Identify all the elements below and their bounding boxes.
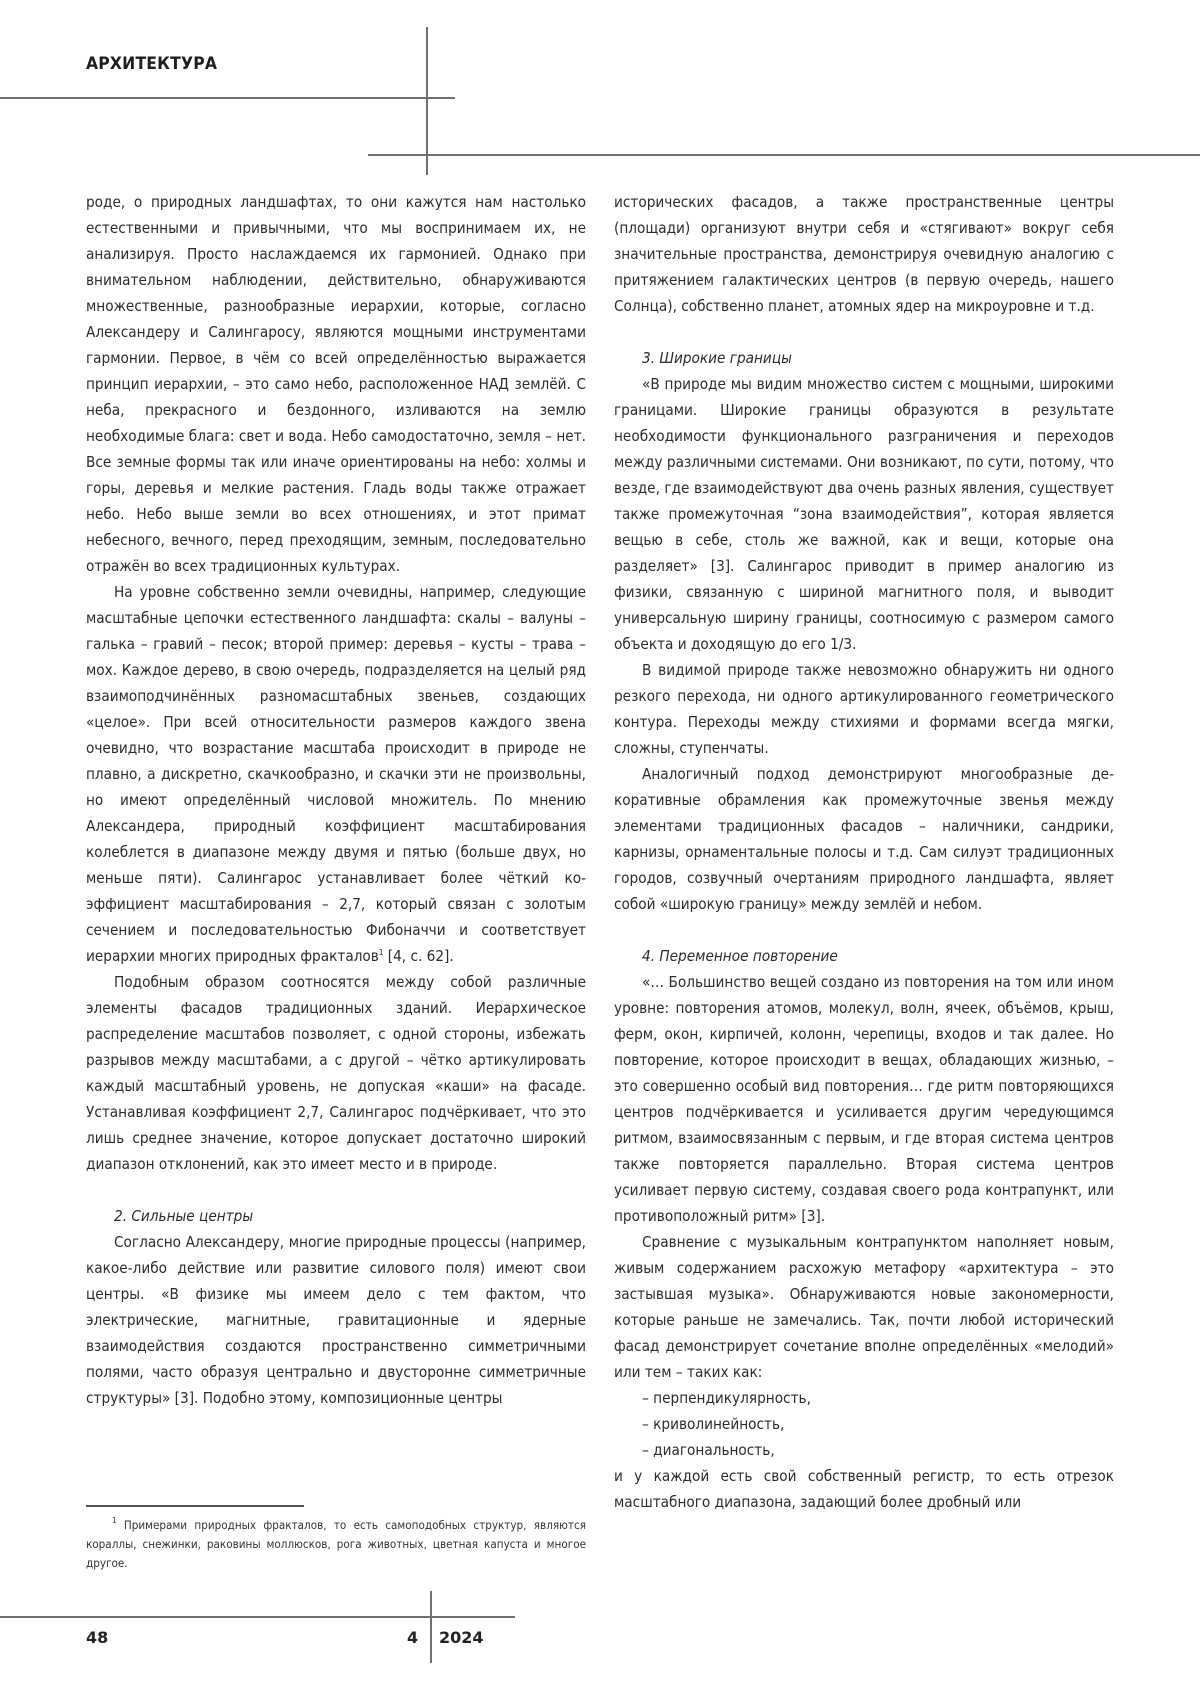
paragraph: Аналогичный подход демонстрируют многообразные декоративные обрамления как промежуточные звенья между элементами традиционных фасадов – наличники, сандрики, карнизы, орнаментальные полосы и т.д. Сам силуэт традиционных городов, созвучный очертаниям природного ландшафта, являет собой «широкую границу» между землёй и небом.: [614, 765, 1114, 913]
header-rule-secondary: [368, 154, 1200, 156]
subheading: 4. Переменное повторение: [642, 947, 838, 965]
subheading: 2. Сильные центры: [114, 1207, 254, 1225]
list-item: – криволинейность,: [642, 1415, 785, 1433]
footnote-number: 1: [112, 1516, 117, 1525]
subheading: 3. Широкие границы: [642, 349, 792, 367]
paragraph: «В природе мы видим множество систем с мощными, широкими границами. Широкие границы образуются в результате необходимости функционального разграничения и переходов между различными системами. Они возникают, по сути, потому, что везде, где взаимодействуют два очень разных явления, существует также промежуточная “зона взаимодействия”, которая является вещью в себе, столь же важной, как и вещи, которые она разделяет» [3]. Салингарос приводит в пример аналогию из физики, связанную с шириной магнитного поля, и выводит универсальную ширину границы, соотносимую с размером самого объекта и доходящую до его 1/3.: [614, 375, 1114, 653]
paragraph: и у каждой есть свой собственный регистр, то есть отрезок масштабного диапазона, задающий более дробный или: [614, 1467, 1114, 1511]
section-title: АРХИТЕКТУРА: [86, 54, 218, 74]
list-item: – диагональность,: [642, 1441, 775, 1459]
issue-number: 4: [407, 1628, 419, 1647]
header-vertical-rule: [426, 27, 428, 175]
paragraph: Согласно Александеру, многие природные процессы (например, какое-либо действие или развитие силового поля) имеют свои центры. «В физике мы имеем дело с тем фактом, что электрические, магнитные, гравитационные и ядерные взаимодействия создаются пространственно симметричными полями, часто образуя центрально и двусторонне симметричные структуры» [3]. Подобно этому, композиционные центры: [86, 1233, 586, 1407]
paragraph: «… Большинство вещей создано из повторения на том или ином уровне: повторения атомов, молекул, волн, ячеек, объёмов, крыш, ферм, окон, кирпичей, колонн, черепицы, входов и так далее. Но повторение, которое происходит в вещах, обладающих жизнью, – это совершенно особый вид повторения… где ритм повторяющихся центров подчёркивается и усиливается другим чередующимся ритмом, взаимосвязанным с первым, и где вторая система центров также повторяется параллельно. Вторая система центров усиливает первую систему, создавая своего рода контрапункт, или противоположный ритм» [3].: [614, 973, 1114, 1225]
header-rule: [0, 97, 455, 99]
paragraph: Подобным образом соотносятся между собой различные элементы фасадов традиционных зданий. Иерархическое распределение масштабов позволяет, с одной стороны, избежать разрывов между масштабами, а с другой – чётко артикулировать каждый масштабный уровень, не допуская «каши» на фасаде. Устанавливая коэффициент 2,7, Салингарос подчёркивает, что это лишь среднее значение, которое допускает достаточно широкий диапазон отклонений, как это имеет место и в природе.: [86, 973, 586, 1173]
footnote-rule: [86, 1505, 304, 1507]
list-item: – перпендикулярность,: [642, 1389, 811, 1407]
paragraph: исторических фасадов, а также пространственные центры (площади) организуют внутри себя и «стягивают» вокруг себя значительные пространства, демонстрируя очевидную аналогию с притяжением галактических центров (в первую очередь, нашего Солнца), собственно планет, атомных ядер на микроуровне и т.д.: [614, 193, 1114, 315]
left-column: [86, 189, 586, 1411]
issue-year: 2024: [439, 1628, 484, 1647]
footer-vertical-rule: [430, 1591, 432, 1663]
citation: [4, с. 62].: [383, 947, 454, 965]
paragraph: В видимой природе также невозможно обнаружить ни одного резкого перехода, ни одного артикулированного геометрического контура. Переходы между стихиями и формами всегда мягки, сложны, ступенчаты.: [614, 661, 1114, 757]
paragraph: роде, о природных ландшафтах, то они кажутся нам настолько естественными и привычными, что мы воспринимаем их, не анализируя. Просто наслаждаемся их гармонией. Однако при внимательном наблюдении, действительно, обнаруживаются множественные, разнообразные иерархии, которые, согласно Александеру и Салингаросу, являются мощными инструментами гармонии. Первое, в чём со всей определённостью выражается принцип иерархии, – это само небо, расположенное НАД землёй. С неба, прекрасного и бездонного, изливаются на землю необходимые блага: свет и вода. Небо самодостаточно, земля – нет. Все земные формы так или иначе ориентированы на небо: холмы и горы, деревья и мелкие растения. Гладь воды также отражает небо. Небо выше земли во всех отношениях, и этот примат небесного, вечного, перед преходящим, земным, последовательно отражён во всех традиционных культурах.: [86, 193, 586, 575]
paragraph: [86, 579, 586, 969]
footnote-ref[interactable]: 1: [378, 948, 384, 957]
paragraph: Сравнение с музыкальным контрапунктом наполняет новым, живым содержанием расхожую метафору «архитектура – это застывшая музыка». Обнаруживаются новые закономерности, которые раньше не замечались. Так, почти любой исторический фасад демонстрирует сочетание вполне определённых «мелодий» или тем – таких как:: [614, 1233, 1114, 1381]
footnote: [86, 1516, 586, 1573]
footer-rule: [0, 1616, 515, 1618]
right-column: [614, 189, 1114, 1515]
page-number: 48: [86, 1628, 109, 1647]
footnote-text: Примерами природных фракталов, то есть самоподобных структур, являются кораллы, снежинки, раковины моллюсков, рога животных, цветная капуста и многое другое.: [86, 1518, 587, 1570]
paragraph-text: На уровне собственно земли очевидны, например, следующие масштабные цепочки естественного ландшафта: скалы – валуны – галька – гравий – песок; второй пример: деревья – кусты – трава – мох. Каждое дерево, в свою очередь, подразделяется на целый ряд взаимоподчинённых разномасштабных звеньев, создающих «целое». При всей относительности размеров каждого звена очевидно, что возрастание масштаба происходит в природе не плавно, а дискретно, скачкообразно, и скачки эти не произвольны, но имеют определённый числовой множитель. По мнению Александера, природный коэффициент масштабирования колеблется в диапазоне между двумя и пятью (больше двух, но меньше пяти). Салингарос устанавливает более чёткий коэффициент масштабирования – 2,7, который связан с золотым сечением и последовательностью Фибоначчи и соответствует иерархии многих природных фракталов: [86, 583, 586, 965]
